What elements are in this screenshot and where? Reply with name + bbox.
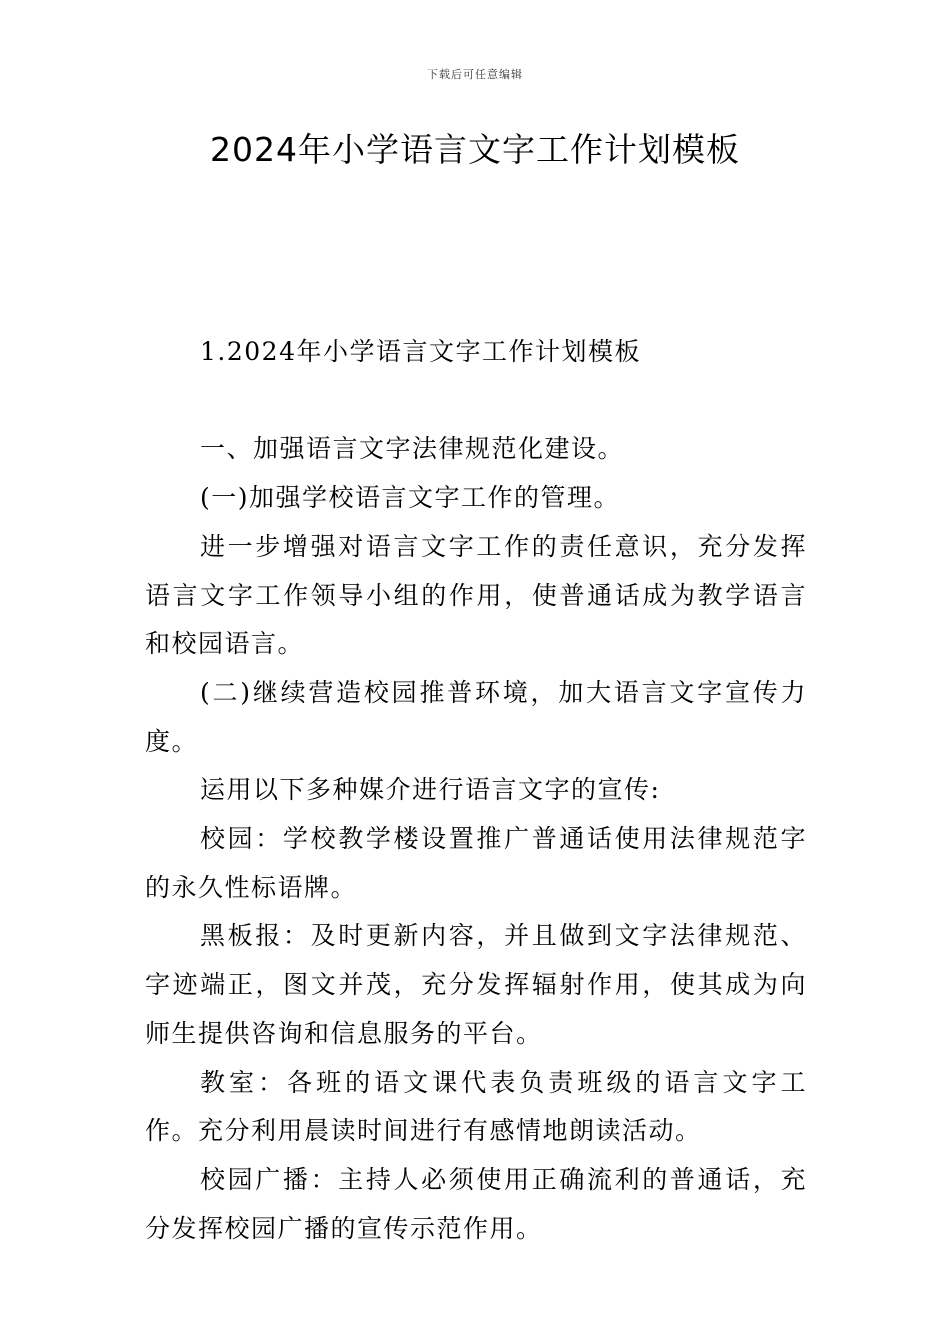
paragraph-heading-1: 一、加强语言文字法律规范化建设。 [200, 434, 625, 464]
paragraph: 校园：学校教学楼设置推广普通话使用法律规范字的永久性标语牌。 [145, 824, 807, 902]
header-note: 下载后可任意编辑 [427, 68, 523, 81]
paragraph-subheading-1: (一)加强学校语言文字工作的管理。 [200, 483, 621, 513]
section-title: 1.2024年小学语言文字工作计划模板 [200, 337, 641, 366]
paragraph: 运用以下多种媒介进行语言文字的宣传: [200, 775, 661, 805]
paragraph: 进一步增强对语言文字工作的责任意识，充分发挥语言文字工作领导小组的作用，使普通话成为教学语言和校园语言。 [145, 531, 807, 659]
document-body [145, 328, 807, 1253]
paragraph: 黑板报：及时更新内容，并且做到文字法律规范、字迹端正，图文并茂，充分发挥辐射作用，使其成为向师生提供咨询和信息服务的平台。 [145, 921, 807, 1048]
document-title: 2024年小学语言文字工作计划模板 [210, 130, 740, 169]
paragraph: 校园广播：主持人必须使用正确流利的普通话，充分发挥校园广播的宣传示范作用。 [145, 1164, 807, 1243]
paragraph-subheading-2: (二)继续营造校园推普环境，加大语言文字宣传力度。 [145, 677, 807, 756]
paragraph: 教室：各班的语文课代表负责班级的语言文字工作。充分利用晨读时间进行有感情地朗读活动。 [145, 1067, 807, 1146]
